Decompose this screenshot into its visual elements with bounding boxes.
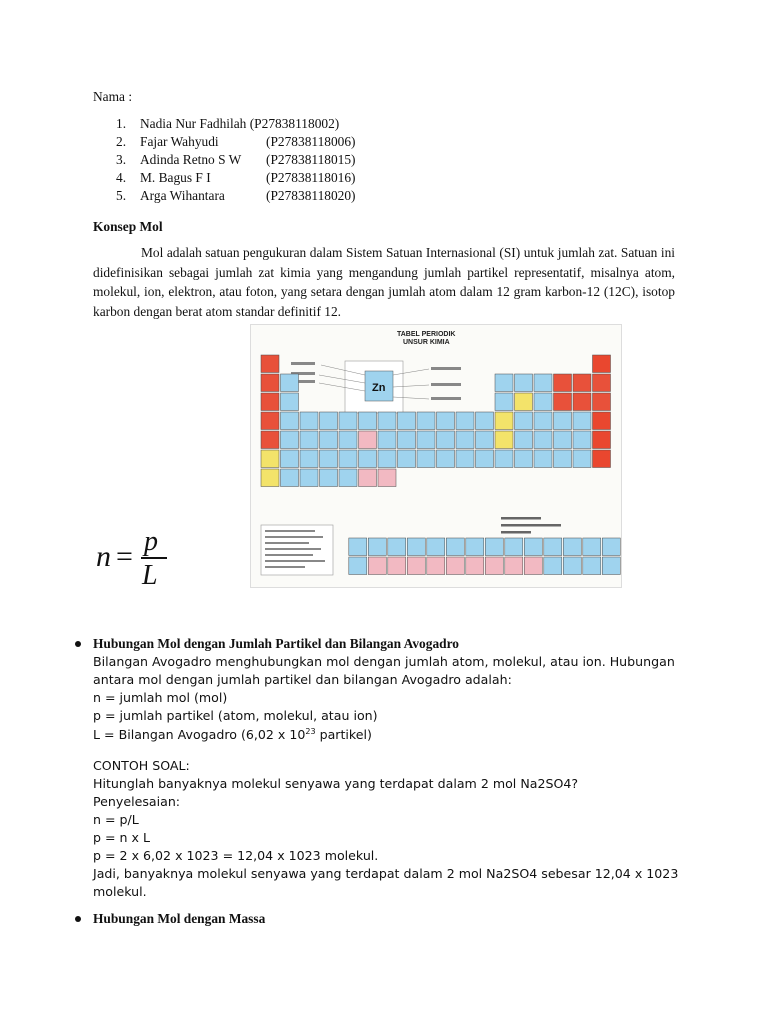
periodic-cell bbox=[534, 374, 552, 392]
periodic-cell bbox=[593, 374, 611, 392]
periodic-cell bbox=[544, 538, 562, 556]
periodic-cell bbox=[339, 450, 357, 468]
periodic-cell bbox=[407, 538, 425, 556]
periodic-cell bbox=[339, 431, 357, 449]
periodic-cell bbox=[515, 431, 533, 449]
periodic-cell bbox=[261, 431, 279, 449]
periodic-cell bbox=[378, 469, 396, 487]
periodic-cell bbox=[281, 393, 299, 411]
periodic-cell bbox=[281, 412, 299, 430]
periodic-cell bbox=[544, 557, 562, 575]
periodic-cell bbox=[593, 393, 611, 411]
periodic-cell bbox=[515, 393, 533, 411]
periodic-cell bbox=[437, 412, 455, 430]
periodic-cell bbox=[534, 450, 552, 468]
periodic-cell bbox=[378, 412, 396, 430]
periodic-cell bbox=[495, 393, 513, 411]
periodic-cell bbox=[349, 557, 367, 575]
periodic-cell bbox=[281, 450, 299, 468]
periodic-cell bbox=[602, 538, 620, 556]
periodic-cell bbox=[320, 412, 338, 430]
periodic-cell bbox=[320, 431, 338, 449]
periodic-cell bbox=[349, 538, 367, 556]
periodic-cell bbox=[437, 450, 455, 468]
periodic-cell bbox=[495, 412, 513, 430]
periodic-cell bbox=[378, 431, 396, 449]
periodic-cell bbox=[300, 431, 318, 449]
periodic-cell bbox=[485, 557, 503, 575]
periodic-cell bbox=[446, 538, 464, 556]
periodic-cell bbox=[398, 412, 416, 430]
svg-text:L: L bbox=[142, 560, 158, 588]
periodic-cell bbox=[583, 557, 601, 575]
periodic-cell bbox=[515, 374, 533, 392]
periodic-cell bbox=[534, 412, 552, 430]
periodic-cell bbox=[495, 374, 513, 392]
periodic-cell bbox=[398, 431, 416, 449]
periodic-cell bbox=[281, 469, 299, 487]
periodic-cell bbox=[593, 412, 611, 430]
periodic-cell bbox=[378, 450, 396, 468]
intro-line-2: antara mol dengan jumlah partikel dan bilangan Avogadro adalah: bbox=[93, 672, 512, 687]
definition-p: p = jumlah partikel (atom, molekul, atau ion) bbox=[93, 708, 378, 723]
periodic-cell bbox=[515, 450, 533, 468]
nama-label: Nama : bbox=[93, 89, 133, 104]
periodic-cell bbox=[261, 355, 279, 373]
list-item: 5. Arga Wihantara (P27838118020) bbox=[116, 188, 356, 203]
section-heading-massa: Hubungan Mol dengan Massa bbox=[93, 911, 266, 926]
periodic-cell bbox=[505, 557, 523, 575]
periodic-cell bbox=[417, 412, 435, 430]
periodic-cell bbox=[573, 393, 591, 411]
periodic-cell bbox=[359, 450, 377, 468]
periodic-cell bbox=[398, 450, 416, 468]
periodic-cell bbox=[573, 412, 591, 430]
periodic-cell bbox=[554, 431, 572, 449]
periodic-cell bbox=[417, 450, 435, 468]
periodic-cell bbox=[281, 374, 299, 392]
list-item: 3. Adinda Retno S W (P27838118015) bbox=[116, 152, 356, 167]
bullet-point bbox=[75, 641, 81, 647]
periodic-cell bbox=[388, 538, 406, 556]
periodic-cell bbox=[554, 393, 572, 411]
periodic-cell bbox=[476, 450, 494, 468]
periodic-cell bbox=[476, 412, 494, 430]
periodic-cell bbox=[388, 557, 406, 575]
periodic-table-subtitle: UNSUR KIMIA bbox=[403, 339, 450, 346]
periodic-cell bbox=[407, 557, 425, 575]
periodic-cell bbox=[476, 431, 494, 449]
periodic-cell bbox=[261, 412, 279, 430]
definition-l: L = Bilangan Avogadro (6,02 x $10^{23}$ partikel) bbox=[93, 727, 372, 743]
periodic-cell bbox=[583, 538, 601, 556]
solution-label: Penyelesaian: bbox=[93, 794, 181, 809]
periodic-cell bbox=[359, 412, 377, 430]
periodic-cell bbox=[505, 538, 523, 556]
periodic-cell bbox=[495, 450, 513, 468]
periodic-cell bbox=[466, 557, 484, 575]
periodic-cell bbox=[300, 469, 318, 487]
formula-n-equals-p-over-l bbox=[96, 528, 176, 588]
periodic-cell bbox=[339, 412, 357, 430]
periodic-cell bbox=[437, 431, 455, 449]
periodic-cell bbox=[359, 469, 377, 487]
periodic-cell bbox=[456, 431, 474, 449]
solution-step-3: p = 2 x 6,02 x 1023 = 12,04 x 1023 molekul. bbox=[93, 848, 379, 863]
periodic-cell bbox=[593, 431, 611, 449]
list-item: 2. Fajar Wahyudi (P27838118006) bbox=[116, 134, 356, 149]
periodic-cell bbox=[427, 557, 445, 575]
periodic-cell bbox=[261, 450, 279, 468]
section-heading-konsep: Konsep Mol bbox=[93, 219, 163, 234]
periodic-cell bbox=[320, 469, 338, 487]
periodic-cell bbox=[515, 412, 533, 430]
periodic-cell bbox=[593, 450, 611, 468]
list-item: 4. M. Bagus F I (P27838118016) bbox=[116, 170, 356, 185]
svg-text:p: p bbox=[144, 528, 158, 557]
periodic-table-image bbox=[250, 324, 622, 588]
conclusion-line-2: molekul. bbox=[93, 884, 147, 899]
periodic-cell bbox=[300, 412, 318, 430]
conclusion-line-1: Jadi, banyaknya molekul senyawa yang terdapat dalam 2 mol Na2SO4 sebesar 12,04 x 1023 bbox=[93, 866, 679, 881]
periodic-cell bbox=[261, 469, 279, 487]
periodic-cell bbox=[563, 557, 581, 575]
periodic-cell bbox=[466, 538, 484, 556]
periodic-cell bbox=[446, 557, 464, 575]
periodic-cell bbox=[573, 431, 591, 449]
periodic-cell bbox=[602, 557, 620, 575]
contoh-soal-label: CONTOH SOAL: bbox=[93, 758, 190, 773]
periodic-cell bbox=[368, 538, 386, 556]
periodic-cell bbox=[534, 431, 552, 449]
periodic-cell bbox=[573, 450, 591, 468]
periodic-cell bbox=[456, 450, 474, 468]
question-text: Hitunglah banyaknya molekul senyawa yang terdapat dalam 2 mol Na2SO4? bbox=[93, 776, 579, 791]
periodic-cell bbox=[554, 374, 572, 392]
periodic-cell bbox=[534, 393, 552, 411]
periodic-cell bbox=[261, 374, 279, 392]
periodic-cell bbox=[300, 450, 318, 468]
solution-step-1: n = p/L bbox=[93, 812, 139, 827]
periodic-cell bbox=[281, 431, 299, 449]
periodic-cell bbox=[593, 355, 611, 373]
periodic-cell bbox=[417, 431, 435, 449]
periodic-cell bbox=[320, 450, 338, 468]
list-item: 1. Nadia Nur Fadhilah (P27838118002) bbox=[116, 116, 340, 131]
periodic-cell bbox=[554, 412, 572, 430]
bullet-point bbox=[75, 916, 81, 922]
periodic-cell bbox=[485, 538, 503, 556]
periodic-cell bbox=[554, 450, 572, 468]
section-heading-partikel: Hubungan Mol dengan Jumlah Partikel dan Bilangan Avogadro bbox=[93, 636, 459, 651]
svg-text:n: n bbox=[96, 540, 111, 573]
periodic-cell bbox=[524, 538, 542, 556]
konsep-paragraph: Mol adalah satuan pengukuran dalam Sistem Satuan Internasional (SI) untuk jumlah zat. Satuan ini didefinisikan sebagai jumlah zat kimia yang mengandung jumlah partikel representatif, misalnya atom, molekul, ion, elektron, atau foton, yang setara dengan jumlah atom dalam 12 gram karbon-12 (12C), isotop karbon dengan berat atom standar definitif 12. bbox=[93, 245, 675, 319]
periodic-table-title: TABEL PERIODIK bbox=[397, 331, 456, 338]
periodic-cell bbox=[427, 538, 445, 556]
periodic-cell bbox=[524, 557, 542, 575]
periodic-cell bbox=[563, 538, 581, 556]
periodic-cell bbox=[573, 374, 591, 392]
intro-line-1: Bilangan Avogadro menghubungkan mol dengan jumlah atom, molekul, atau ion. Hubungan bbox=[93, 654, 675, 669]
definition-n: n = jumlah mol (mol) bbox=[93, 690, 228, 705]
svg-text:=: = bbox=[116, 540, 133, 573]
periodic-table-figure bbox=[251, 325, 621, 587]
sample-element-symbol: Zn bbox=[372, 382, 386, 394]
periodic-cell bbox=[339, 469, 357, 487]
periodic-cell bbox=[261, 393, 279, 411]
periodic-cell bbox=[359, 431, 377, 449]
periodic-cell bbox=[368, 557, 386, 575]
solution-step-2: p = n x L bbox=[93, 830, 151, 845]
periodic-cell bbox=[456, 412, 474, 430]
periodic-cell bbox=[495, 431, 513, 449]
